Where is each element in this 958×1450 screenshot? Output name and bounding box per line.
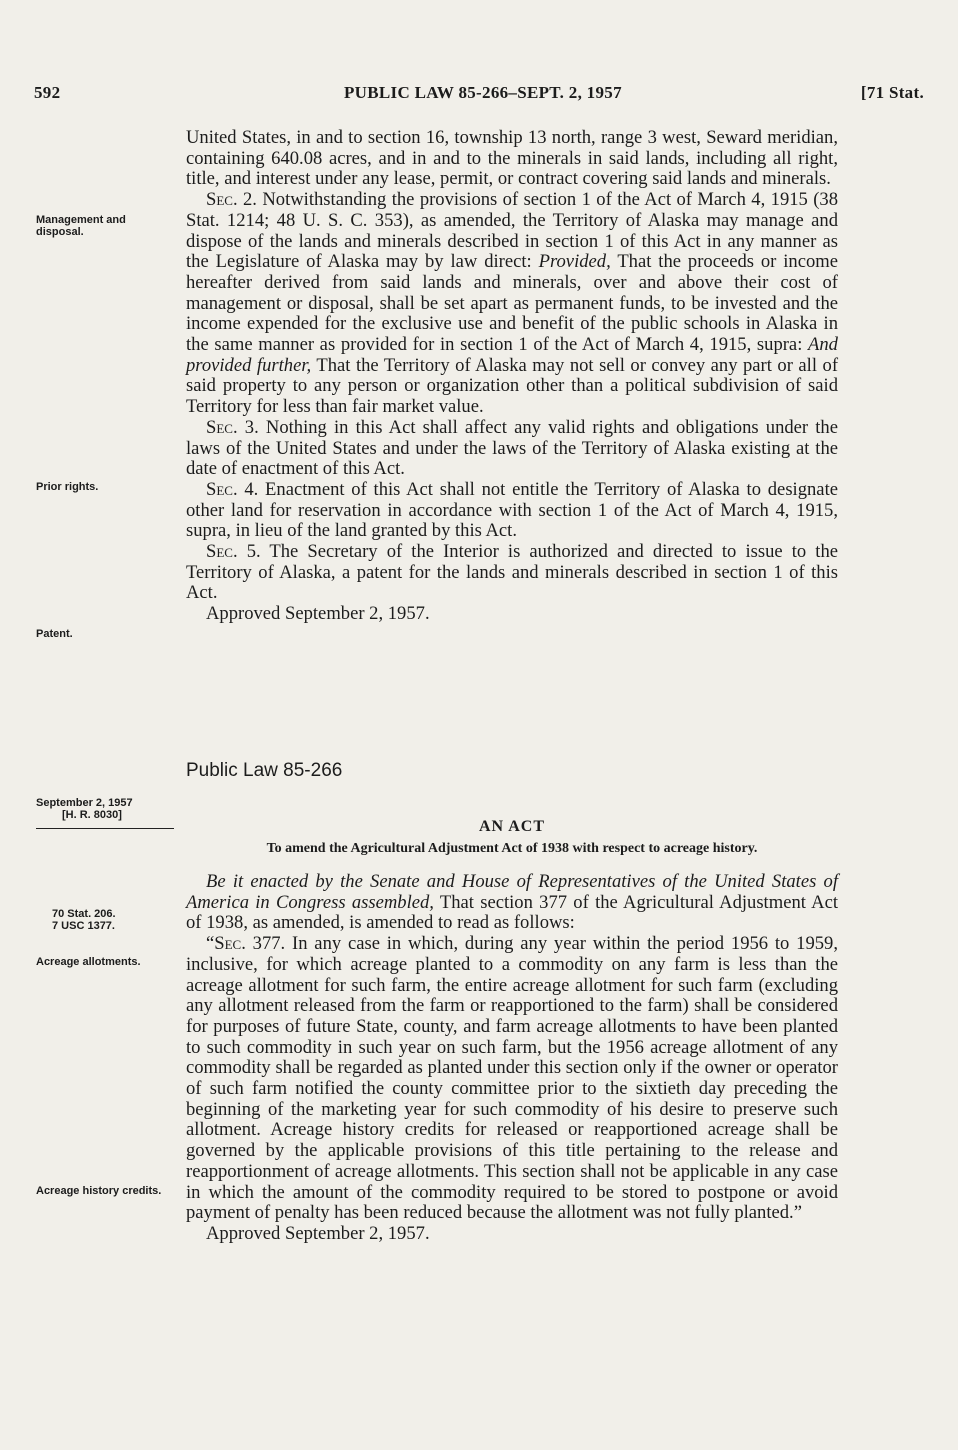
- section-2-label: Sec. 2.: [206, 189, 257, 211]
- section-5: [186, 542, 838, 604]
- section-4: [186, 480, 838, 542]
- new-act-text: [186, 872, 838, 1245]
- provided-further-term: And provided further,: [186, 334, 838, 376]
- continuation-paragraph: United States, in and to section 16, township 13 north, range 3 west, Seward meridian, containing 640.08 acres, and in and to the minerals in said lands, including all right, title, and interest under any lease, permit, or contract covering said lands and minerals.: [186, 127, 838, 190]
- margin-note-patent: Patent.: [36, 628, 73, 640]
- section-2-text-b: That the proceeds or income hereafter derived from said lands and minerals, over and above their cost of management or disposal, shall be set apart as permanent funds, to be invested and the income expended for the exclusive use and benefit of the public schools in Alaska in the same manner as provided for in section 1 of the Act of March 4, 1915, supra:: [186, 251, 838, 356]
- margin-note-stat-cite-2: 7 USC 1377.: [52, 920, 115, 932]
- margin-note-management: Management and disposal.: [36, 214, 126, 238]
- margin-note-prior-rights: Prior rights.: [36, 481, 99, 493]
- section-2-text-a: Notwithstanding the provisions of section 1 of the Act of March 4, 1915 (38 Stat. 1214; 48 U. S. C. 353), as amended, the Territory of Alaska may manage and dispose of the lands and minerals described in section 1 of this Act in any manner as the Legislature of Alaska may by law direct:: [186, 189, 839, 273]
- approved-line-2: Approved September 2, 1957.: [206, 1222, 430, 1244]
- section-5-text: The Secretary of the Interior is authorized and directed to issue to the Territory of Alaska, a patent for the lands and minerals described in section 1 of this Act.: [186, 541, 838, 604]
- margin-note-bill-number: [H. R. 8030]: [62, 809, 122, 821]
- section-2-text-c: That the Territory of Alaska may not sell or convey any part or all of said property to any person or organization other than a political subdivision of said Territory for less than fair market value.: [186, 354, 839, 418]
- page-header: [34, 83, 924, 107]
- volume-reference: [71 Stat.: [860, 83, 924, 102]
- approved-line-1: Approved September 2, 1957.: [206, 603, 430, 625]
- page-number: 592: [34, 83, 61, 102]
- enacting-clause: [186, 872, 838, 934]
- section-377: [186, 934, 838, 1224]
- an-act-heading: AN ACT: [478, 818, 545, 835]
- margin-note-stat-cite-1: 70 Stat. 206.: [52, 908, 116, 920]
- section-5-label: Sec. 5.: [206, 541, 261, 563]
- section-3: [186, 418, 838, 480]
- section-4-text: Enactment of this Act shall not entitle the Territory of Alaska to designate other land for reservation in accordance with section 1 of the Act of March 4, 1915, supra, in lieu of the land granted by this Act.: [186, 478, 838, 542]
- section-377-label: “Sec. 377.: [206, 933, 286, 955]
- prior-act-text: [186, 128, 838, 625]
- margin-note-acreage-history: Acreage history credits.: [36, 1185, 162, 1197]
- margin-divider: [36, 828, 174, 829]
- enacting-italic: Be it enacted by the Senate and House of Representatives of the United States of America in Congress assembled,: [186, 871, 838, 913]
- running-title: PUBLIC LAW 85-266–SEPT. 2, 1957: [344, 83, 622, 102]
- section-3-text: Nothing in this Act shall affect any valid rights and obligations under the laws of the United States and under the laws of the Territory of Alaska existing at the date of enactment of this Act.: [186, 416, 838, 480]
- long-title: To amend the Agricultural Adjustment Act of 1938 with respect to acreage history.: [266, 841, 758, 856]
- section-2: [186, 190, 838, 418]
- public-law-title: Public Law 85-266: [186, 760, 343, 781]
- margin-note-approval-date: September 2, 1957: [36, 797, 133, 809]
- section-3-label: Sec. 3.: [206, 416, 259, 438]
- section-4-label: Sec. 4.: [206, 478, 259, 500]
- margin-note-acreage-allotments: Acreage allotments.: [36, 956, 141, 968]
- section-377-text: In any case in which, during any year within the period 1956 to 1959, inclusive, for which acreage planted to a commodity on any farm is less than the acreage allotment for such farm, the entire acreage allotment for such farm (excluding any allotment released from the farm or reapportioned to the farm) shall be considered for purposes of future State, county, and farm acreage allotments to have been planted to such commodity in such year on such farm, but the 1956 acreage allotment of any commodity shall be regarded as planted under this section only if the owner or operator of such farm notified the county committee prior to the sixtieth day preceding the beginning of the marketing year for such commodity of his desire to preserve such allotment. Acreage history credits for released or reapportioned acreage shall be governed by the applicable provisions of this title pertaining to the release and reapportionment of acreage allotments. This section shall not be applicable in any case in which the amount of the commodity required to be stored to postpone or avoid payment of penalty has been reduced because the allotment was not fully planted.”: [186, 933, 838, 1224]
- enacting-text: That section 377 of the Agricultural Adjustment Act of 1938, as amended, is amended to read as follows:: [186, 891, 838, 934]
- provided-term: Provided,: [538, 251, 611, 273]
